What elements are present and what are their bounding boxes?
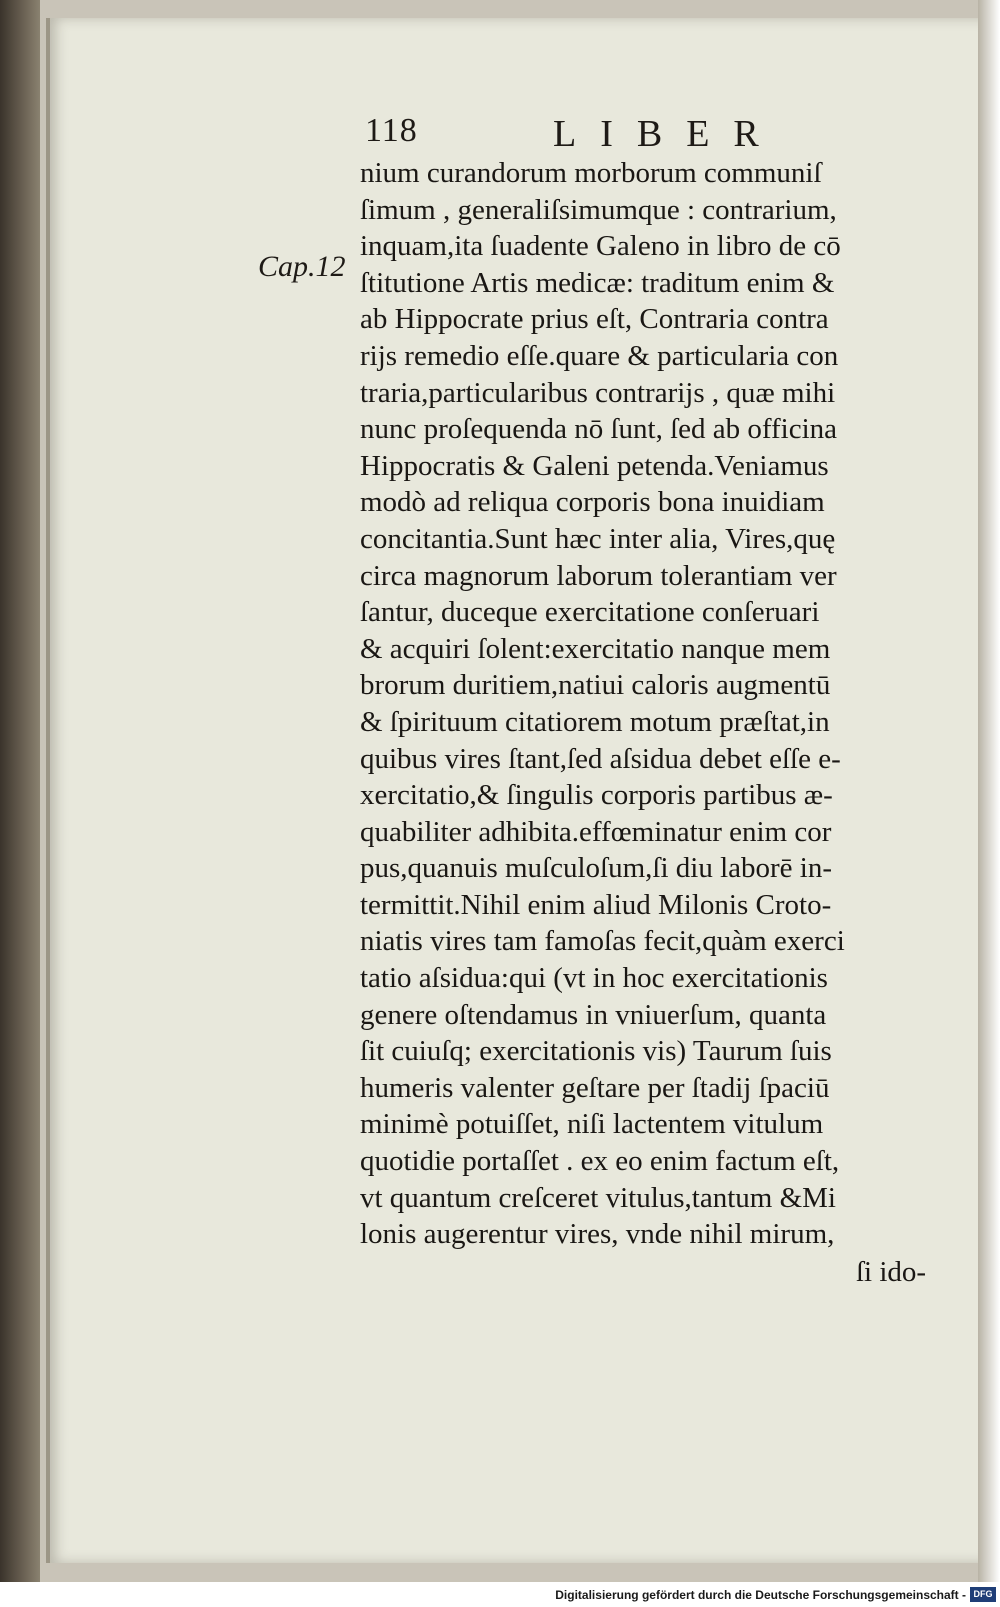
funding-credit: Digitalisierung gefördert durch die Deutsche Forschungsgemeinschaft - — [555, 1588, 966, 1602]
text-line: minimè potuiſſet, niſi lactentem vitulum — [360, 1108, 824, 1141]
catchword: ſi ido- — [856, 1256, 927, 1288]
text-line: humeris valenter geſtare per ſtadij ſpaciū — [360, 1071, 830, 1104]
footer-strip — [0, 1582, 1000, 1607]
text-line: ſit cuiuſq; exercitationis vis) Taurum ſuis — [360, 1035, 832, 1068]
text-line: & acquiri ſolent:exercitatio nanque mem — [360, 632, 831, 665]
text-line: vt quantum creſceret vitulus,tantum &Mi — [360, 1181, 836, 1214]
text-line: ab Hippocrate prius eſt, Contraria contra — [360, 303, 829, 336]
text-line: termittit.Nihil enim aliud Milonis Croto- — [360, 888, 832, 921]
dfg-logo: DFG — [970, 1587, 996, 1602]
margin-note: Cap.12 — [258, 250, 346, 283]
text-line: traria,particularibus contrarijs , quæ mihi — [360, 376, 836, 409]
text-line: inquam,ita ſuadente Galeno in libro de cō — [360, 230, 841, 263]
text-line: ſimum , generaliſsimumque : contrarium, — [360, 193, 837, 226]
text-line: tatio aſsidua:qui (vt in hoc exercitationis — [360, 962, 828, 995]
text-line: quabiliter adhibita.effœminatur enim cor — [360, 815, 832, 848]
text-line: modò ad reliqua corporis bona inuidiam — [360, 486, 825, 519]
text-line: rijs remedio eſſe.quare & particularia con — [360, 339, 839, 372]
page-edge — [978, 0, 1000, 1582]
text-line: xercitatio,& ſingulis corporis partibus æ- — [360, 779, 833, 812]
running-head: LIBER — [553, 113, 783, 155]
text-line: & ſpirituum citatiorem motum præſtat,in — [360, 705, 830, 738]
text-line: concitantia.Sunt hæc inter alia, Vires,quę — [360, 522, 836, 555]
text-line: ſantur, duceque exercitatione conſeruari — [360, 596, 820, 629]
text-line: nunc proſequenda nō ſunt, ſed ab officina — [360, 413, 838, 446]
page-number: 118 — [365, 112, 418, 149]
body-text — [360, 155, 960, 1253]
text-line: circa magnorum laborum tolerantiam ver — [360, 559, 837, 592]
text-line: Hippocratis & Galeni petenda.Veniamus — [360, 449, 829, 482]
text-line: ſtitutione Artis medicæ: traditum enim & — [360, 266, 835, 299]
text-line: quotidie portaſſet . ex eo enim factum eſt, — [360, 1145, 840, 1178]
text-line: brorum duritiem,natiui caloris augmentū — [360, 669, 831, 702]
text-line: niatis vires tam famoſas fecit,quàm exerci — [360, 925, 845, 958]
text-line: pus,quanuis muſculoſum,ſi diu laborē in- — [360, 852, 833, 885]
text-line: lonis augerentur vires, vnde nihil mirum, — [360, 1218, 835, 1251]
text-line: quibus vires ſtant,ſed aſsidua debet eſſe e- — [360, 742, 841, 775]
page-header — [365, 112, 825, 158]
text-line: genere oſtendamus in vniuerſum, quanta — [360, 998, 827, 1031]
book-spine — [0, 0, 40, 1582]
text-line: nium curandorum morborum communiſ — [360, 157, 822, 189]
